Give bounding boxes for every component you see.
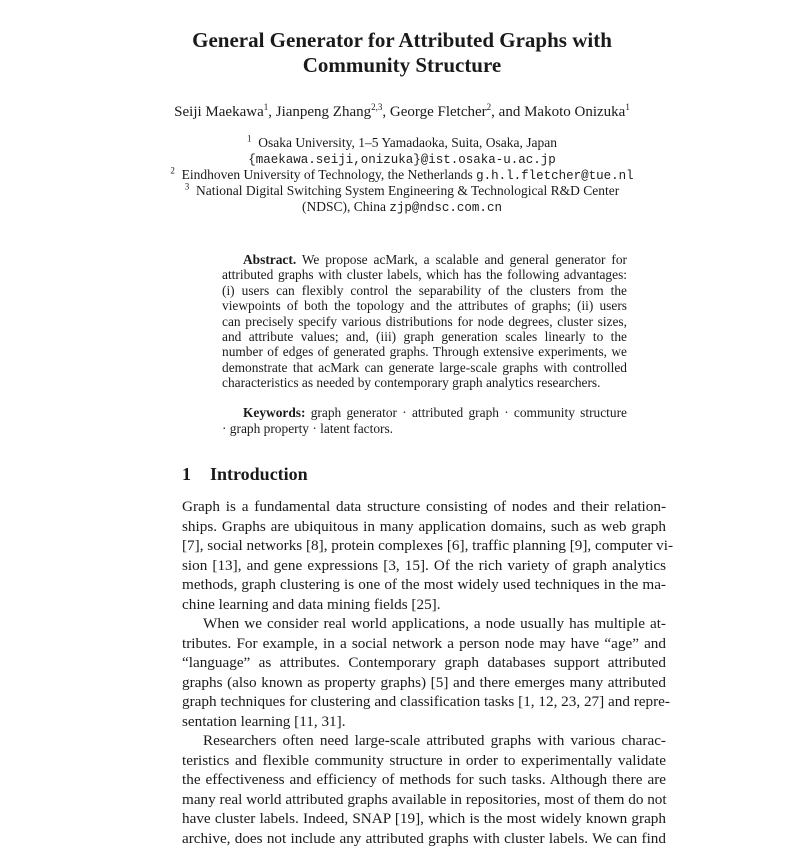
line-text: sentation learning [11, 31]. (182, 712, 346, 730)
line-text: graph generator · attributed graph · community structure (305, 405, 627, 420)
body-line (182, 498, 666, 516)
paper-title-line-1: General Generator for Attributed Graphs with (192, 28, 612, 52)
line-text: teristics and flexible community structure in order to experimentally validate (182, 751, 666, 769)
affiliation-text: National Digital Switching System Engineering & Technological R&D Center (196, 183, 620, 198)
line-text: many real world attributed graphs available in repositories, most of them do not (182, 790, 667, 808)
author-affiliation: 1 (625, 102, 630, 112)
line-text: have cluster labels. Indeed, SNAP [19], which is the most widely known graph (182, 810, 666, 827)
author-name: Makoto Onizuka (524, 104, 626, 120)
affiliation-1-email (0, 151, 804, 168)
line-text: archive, does not include any attributed graphs with cluster labels. We can find (182, 829, 666, 847)
line-text: tributes. For example, in a social network a person node may have “age” and (182, 634, 666, 652)
line-text: methods, graph clustering is one of the most widely used techniques in the ma- (182, 576, 666, 593)
body-line (182, 674, 666, 692)
line-text: “language” as attributes. Contemporary graph databases support attributed (182, 654, 666, 671)
author-name: Jianpeng Zhang (275, 104, 372, 120)
line-text: and attribute values; and, (iii) graph generation scales linearly to the (222, 329, 627, 344)
abstract-line (222, 283, 627, 299)
line-text: graph techniques for clustering and classification tasks [1, 12, 23, 27] and repre- (182, 693, 670, 710)
label: Abstract. (243, 252, 297, 267)
body-line (182, 791, 666, 809)
body-line (182, 771, 666, 789)
line-text: sion [13], and gene expressions [3, 15]. Of the rich variety of graph analytics (182, 556, 666, 574)
line-text: Researchers often need large-scale attributed graphs with various charac- (203, 732, 666, 749)
author-affiliation: 2 (486, 102, 492, 112)
line-text: Graph is a fundamental data structure consisting of nodes and their relation- (182, 498, 666, 515)
label: Keywords: (243, 405, 306, 420)
body-line (182, 654, 666, 672)
paper-title-line-2: Community Structure (302, 53, 502, 77)
abstract-line (222, 314, 627, 330)
author-name: Seiji Maekawa (174, 104, 264, 120)
affiliation-text: (NDSC), China (302, 199, 390, 214)
body-line (182, 518, 666, 536)
line-text: chine learning and data mining fields [25]. (182, 595, 441, 613)
separator: , (268, 104, 276, 120)
body-line (182, 596, 666, 614)
body-line (182, 635, 666, 653)
email: g.h.l.fletcher@tue.nl (476, 169, 634, 183)
section-number: 1 (182, 464, 191, 484)
keywords-line (222, 405, 627, 421)
line-text: number of edges of generated graphs. Through extensive experiments, we (222, 344, 627, 360)
abstract-line (222, 360, 627, 376)
line-text: attributed graphs with cluster labels, which has the following advantages: (222, 267, 627, 283)
line-text: (i) users can flexibly control the separability of the clusters from the (222, 282, 627, 298)
line-text: When we consider real world applications, a node usually has multiple at- (203, 615, 666, 632)
author-name: George Fletcher (389, 104, 487, 120)
body-line (182, 810, 666, 828)
line-text: the effectiveness and efficiency of methods for such tasks. Although there are (182, 771, 666, 788)
affiliation-3 (0, 183, 804, 199)
separator: , and (491, 104, 525, 120)
body-line (182, 732, 666, 750)
body-line (182, 537, 674, 555)
section-title: Introduction (210, 464, 308, 484)
line-text: · graph property · latent factors. (222, 421, 394, 436)
author-affiliation: 1 (263, 102, 269, 112)
affiliation-text: Eindhoven University of Technology, the Netherlands (181, 167, 477, 182)
abstract-line (222, 298, 627, 314)
affiliation-text: Osaka University, 1–5 Yamadaoka, Suita, Osaka, Japan (258, 135, 557, 150)
body-line (182, 557, 666, 575)
line-text: We propose acMark, a scalable and general generator for (296, 252, 627, 267)
body-line (182, 830, 666, 848)
affiliation-number: 2 (170, 165, 175, 176)
email: {maekawa.seiji,onizuka}@ist.osaka-u.ac.jp (248, 153, 556, 167)
line-text: viewpoints of both the topology and the attributes of graphs; (ii) users (222, 298, 627, 314)
author-affiliation: 2,3 (371, 102, 383, 112)
abstract-line (222, 252, 627, 268)
line-text: can precisely specify various distributions for node degrees, cluster sizes, (222, 313, 627, 329)
body-line (182, 713, 666, 731)
body-line (182, 615, 666, 633)
body-line (182, 576, 666, 594)
separator: , (382, 104, 390, 120)
body-line (182, 752, 666, 770)
line-text: ships. Graphs are ubiquitous in many application domains, such as web graph (182, 517, 666, 535)
affiliation-number: 1 (247, 133, 252, 144)
affiliation-2 (0, 167, 804, 184)
affiliation-number: 3 (184, 181, 190, 192)
abstract-line (222, 267, 627, 283)
body-line (182, 693, 670, 711)
abstract-line (222, 344, 627, 360)
abstract-line (222, 375, 627, 391)
keywords-line (222, 421, 627, 437)
section-heading (182, 464, 308, 485)
author-list (0, 104, 804, 121)
line-text: graphs (also known as property graphs) [5] and there emerges many attributed (182, 673, 666, 691)
affiliation-3-cont (0, 199, 804, 216)
abstract-line (222, 329, 627, 345)
line-text: [7], social networks [8], protein complexes [6], traffic planning [9], computer vi- (182, 537, 674, 554)
line-text: characteristics as needed by contemporary graph analytics researchers. (222, 375, 601, 391)
email: zjp@ndsc.com.cn (389, 201, 502, 215)
affiliation-1 (0, 135, 804, 151)
line-text: demonstrate that acMark can generate large-scale graphs with controlled (222, 359, 627, 375)
